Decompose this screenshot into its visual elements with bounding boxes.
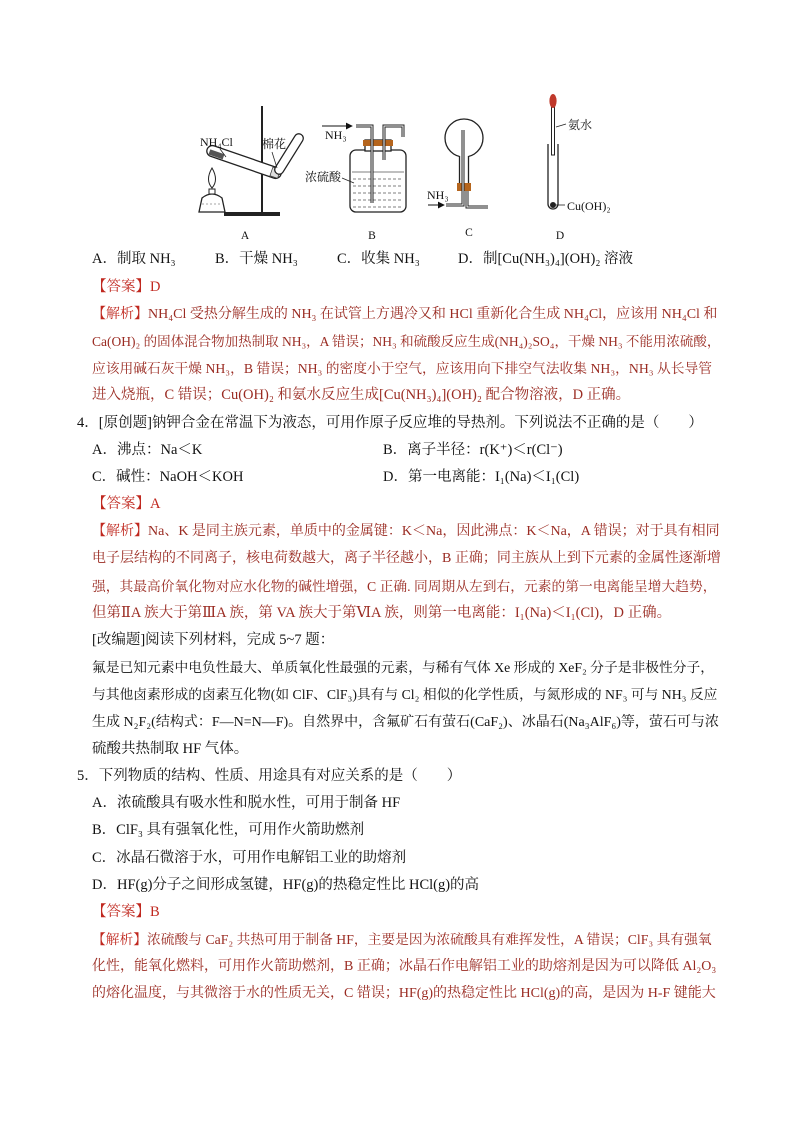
apparatus-b bbox=[305, 126, 406, 242]
q5-option-d: D．HF(g)分子之间形成氢键，HF(g)的热稳定性比 HCl(g)的高 bbox=[92, 876, 480, 893]
answer-label: 【答案】 bbox=[92, 496, 150, 513]
material-line: 与其他卤素形成的卤素互化物(如 ClF、ClF₃)具有与 Cl₂ 相似的化学性质，与氮形成的 NF₃ 可与 NH₃ 反应 bbox=[92, 687, 718, 703]
q4-analysis-line: 强，其最高价氧化物对应水化物的碱性增强，C 正确. 同周期从左到右，元素的第一电离能呈增大趋势， bbox=[92, 578, 717, 594]
panel-letter-d: D bbox=[555, 230, 565, 242]
analysis-label: 【解析】 bbox=[92, 524, 148, 540]
flask-outlet-tube bbox=[467, 191, 488, 207]
panel-letter-a: A bbox=[240, 230, 250, 242]
q5-answer bbox=[92, 899, 722, 926]
analysis-text: 浓硫酸与 CaF₂ 共热可用于制备 HF，主要是因为浓硫酸具有难挥发性，A 错误；ClF₃ 具有强氧 bbox=[147, 932, 712, 948]
q4-answer bbox=[92, 491, 722, 518]
q5-option-c: C．冰晶石微溶于水，可用作电解铝工业的助熔剂 bbox=[92, 849, 407, 866]
material-line: 氟是已知元素中电负性最大、单质氧化性最强的元素，与稀有气体 Xe 形成的 XeF₂ 分子是非极性分子， bbox=[92, 660, 715, 676]
q4-options-row bbox=[92, 464, 722, 491]
bottle-stopper bbox=[363, 140, 393, 146]
ammonia-label: 氨水 bbox=[568, 118, 593, 132]
nh3-label-b: NH₃ bbox=[325, 128, 347, 142]
q5-option-a: A．浓硫酸具有吸水性和脱水性，可用于制备 HF bbox=[92, 795, 401, 812]
material-intro: [改编题]阅读下列材料，完成 5~7 题： bbox=[92, 632, 335, 649]
q4-stem: 4．[原创题]钠钾合金在常温下为液态，可用作原子反应堆的导热剂。下列说法不正确的是（ ） bbox=[77, 414, 703, 431]
q4-option-a: A．沸点：Na＜K bbox=[92, 441, 203, 458]
panel-letter-b: B bbox=[368, 230, 376, 242]
dropper-tube bbox=[552, 107, 555, 155]
nh3-label-c: NH₃ bbox=[427, 188, 449, 202]
q3-option-c: C．收集 NH₃ bbox=[337, 251, 420, 268]
q5-option-b: B．ClF₃ 具有强氧化性，可用作火箭助燃剂 bbox=[92, 822, 365, 839]
q5-analysis-line bbox=[92, 926, 722, 953]
cuoh2-label: Cu(OH)₂ bbox=[567, 199, 611, 213]
q4-analysis-line: 电子层结构的不同离子，核电荷数越大，离子半径越小，B 正确；同主族从上到下元素的金属性逐渐增 bbox=[92, 551, 721, 567]
cotton-label: 棉花 bbox=[262, 137, 287, 151]
q3-option-a: A．制取 NH₃ bbox=[92, 251, 176, 268]
alcohol-lamp bbox=[199, 168, 225, 212]
stand-base bbox=[224, 212, 280, 216]
q5-analysis-line: 的熔化温度，与其微溶于水的性质无关，C 错误；HF(g)的热稳定性比 HCl(g)的高，是因为 H-F 键能大 bbox=[92, 986, 716, 1002]
nh4cl-label: NH₄Cl bbox=[200, 135, 233, 149]
material-line: 硫酸共热制取 HF 气体。 bbox=[92, 740, 249, 757]
q5-stem: 5．下列物质的结构、性质、用途具有对应关系的是（ ） bbox=[77, 767, 462, 784]
q4-option-c: C．碱性：NaOH＜KOH bbox=[92, 468, 244, 485]
q3-analysis-line bbox=[92, 301, 722, 328]
answer-label: 【答案】 bbox=[92, 903, 150, 920]
q5-analysis-line: 化性，能氧化燃料，可用作火箭助燃剂，B 正确；冰晶石作电解铝工业的助熔剂是因为可以降低 Al₂O₃ bbox=[92, 959, 717, 975]
answer-value: B bbox=[150, 903, 160, 920]
acid-label: 浓硫酸 bbox=[305, 170, 342, 184]
answer-value: A bbox=[150, 496, 161, 513]
q3-analysis-line: 应该用碱石灰干燥 NH₃，B 错误；NH₃ 的密度小于空气，应该用向下排空气法收集 NH₃，NH₃ 从长导管 bbox=[92, 361, 712, 377]
page-content bbox=[0, 246, 794, 1007]
analysis-text: Na、K 是同主族元素，单质中的金属键：K＜Na，因此沸点：K＜Na，A 错误；对于具有相同 bbox=[148, 524, 720, 540]
q3-options-row bbox=[92, 246, 722, 273]
cu-oh2-solid bbox=[550, 202, 556, 208]
q4-option-d: D．第一电离能：I₁(Na)＜I₁(Cl) bbox=[383, 468, 580, 485]
apparatus-c bbox=[427, 119, 488, 239]
analysis-label: 【解析】 bbox=[92, 306, 148, 322]
q3-analysis-line: 进入烧瓶，C 错误；Cu(OH)₂ 和氨水反应生成[Cu(NH₃)₄](OH)₂ 配合物溶液，D 正确。 bbox=[92, 387, 631, 404]
q4-analysis-line: 但第ⅡA 族大于第ⅢA 族，第 VA 族大于第ⅥA 族，则第一电离能：I₁(Na)＜I₁(Cl)，D 正确。 bbox=[92, 604, 672, 621]
ammonia-leader bbox=[556, 124, 566, 127]
q3-option-b: B．干燥 NH₃ bbox=[215, 251, 298, 268]
answer-label: 【答案】 bbox=[92, 278, 150, 295]
material-line: 生成 N₂F₂(结构式：F—N=N—F)。自然界中，含氟矿石有萤石(CaF₂)、冰晶石(Na₃AlF₆)等，萤石可与浓 bbox=[92, 714, 719, 730]
apparatus-a bbox=[199, 106, 305, 242]
q4-analysis-line bbox=[92, 518, 722, 545]
analysis-label: 【解析】 bbox=[92, 932, 148, 948]
panel-letter-c: C bbox=[465, 227, 473, 239]
answer-value: D bbox=[150, 278, 161, 295]
apparatus-d bbox=[548, 94, 611, 242]
q4-option-b: B．离子半径：r(K⁺)＜r(Cl⁻) bbox=[383, 441, 563, 458]
analysis-text: NH₄Cl 受热分解生成的 NH₃ 在试管上方遇冷又和 HCl 重新化合生成 NH₄Cl，应该用 NH₄Cl 和 bbox=[148, 306, 718, 322]
q4-options-row bbox=[92, 437, 722, 464]
wash-bottle bbox=[350, 150, 406, 212]
dropper-bulb bbox=[549, 94, 556, 108]
q3-answer bbox=[92, 274, 722, 301]
q3-analysis-line: Ca(OH)₂ 的固体混合物加热制取 NH₃，A 错误；NH₃ 和硫酸反应生成(NH₄)₂SO₄，干燥 NH₃ 不能用浓硫酸， bbox=[92, 333, 721, 349]
flame bbox=[209, 168, 216, 188]
apparatus-figure bbox=[0, 0, 794, 245]
q3-option-d: D．制[Cu(NH₃)₄](OH)₂ 溶液 bbox=[458, 251, 634, 268]
